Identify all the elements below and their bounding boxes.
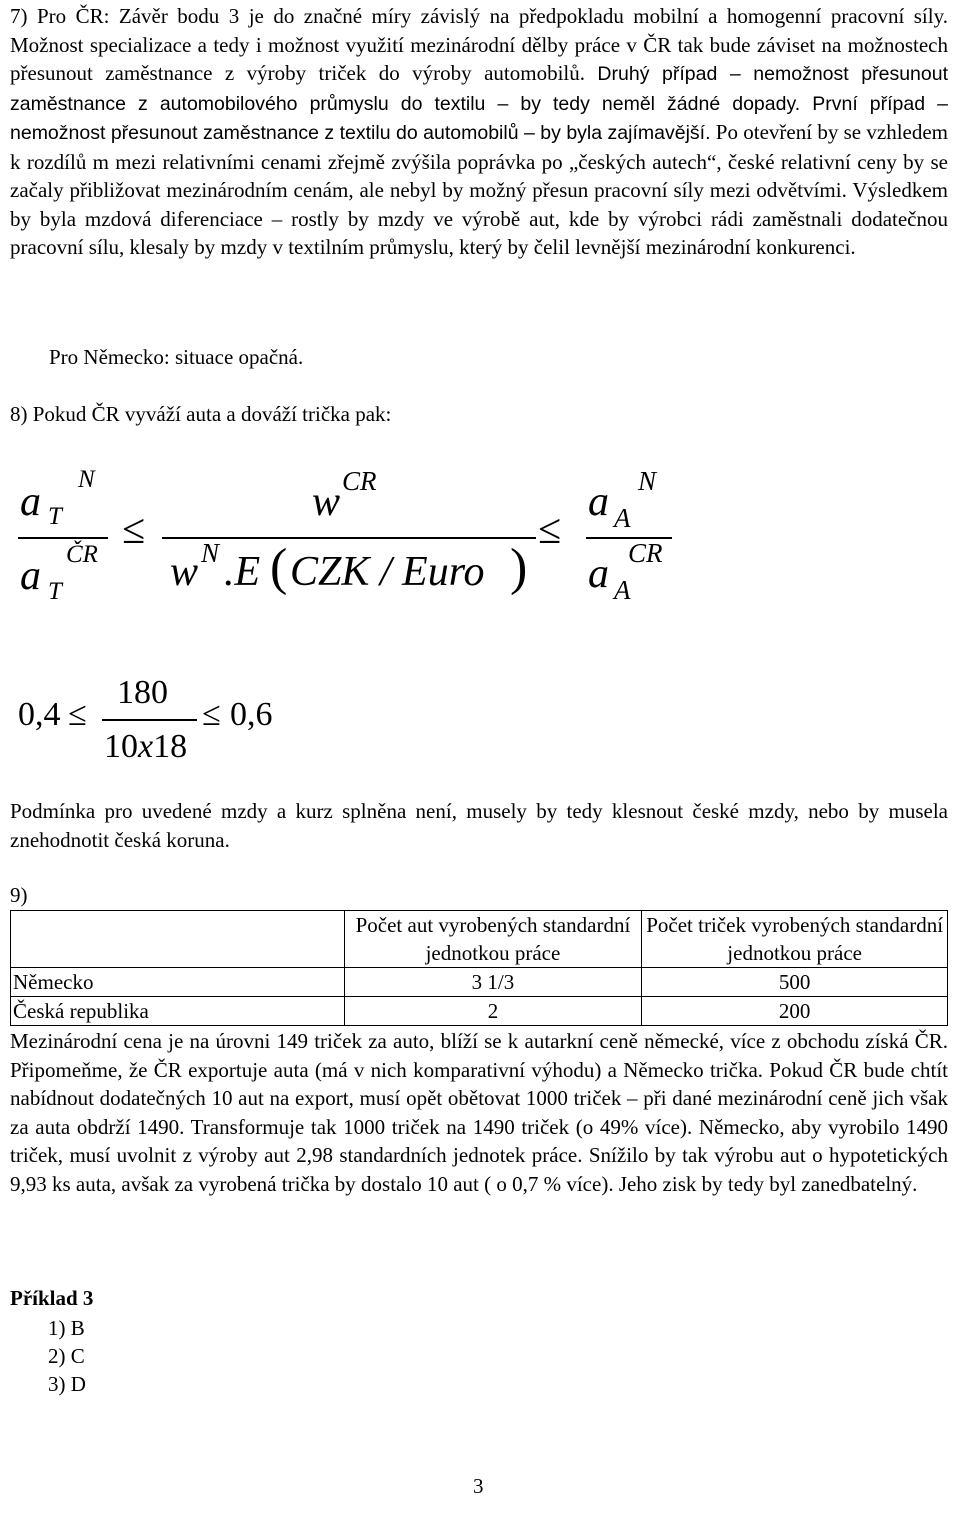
leq-sign-2: ≤: [538, 507, 562, 553]
lhs-denominator-a: a: [20, 553, 41, 599]
example-3-title: Příklad 3: [10, 1286, 94, 1310]
lhs-denominator-sub: T: [48, 578, 62, 605]
table-header-row: [11, 911, 948, 968]
comparison-table: [10, 910, 948, 1026]
section-8-conclusion: Podmínka pro uvedené mzdy a kurz splněna není, musely by tedy klesnout české mzdy, nebo by musela znehodnotit česká koruna.: [10, 799, 948, 852]
rhs-numerator-a: a: [588, 479, 609, 525]
list-item: 3) D: [48, 1372, 86, 1396]
numeric-den-part-b: 18: [153, 728, 188, 765]
section-7-text-b: Po otevření by se vzhledem k rozdílů m mezi relativními cenami zřejmě zvýšila poprávka po „českých autech“, české relativní ceny by se začaly přibližovat mezinárodním cenám, ale nebyl by možný přesun pracovní síly mezi odvětvími. Výsledkem by byla mzdová diferenciace – rostly by mzdy ve výrobě aut, kde by výrobci rádi zaměstnali dodatečnou pracovní sílu, klesaly by mzdy v textilním průmyslu, který by čelil levnější mezinárodní konkurenci.: [10, 120, 949, 259]
numeric-den-x: x: [138, 728, 154, 765]
lhs-numerator-sup: N: [78, 466, 95, 493]
mid-denominator-sup: N: [201, 538, 220, 568]
table-cell: 500: [642, 968, 948, 997]
numeric-fraction-bar: [102, 719, 197, 721]
section-9-text: Mezinárodní cena je na úrovni 149 triček za auto, blíží se k autarkní ceně německé, více z obchodu získá ČR. Připomeňme, že ČR exportuje auta (má v nich komparativní výhodu) a Německo trička. Pokud ČR bude chtít nabídnout dodatečných 10 aut na export, musí opět obětovat 1000 triček – při dané mezinárodní ceně jich však za auta obdrží 1490. Transformuje tak 1000 triček na 1490 triček (o 49% více). Německo, aby vyrobilo 1490 triček, musí uvolnit z výroby aut 2,98 standardních jednotek práce. Snížilo by tak výrobu aut o hypotetických 9,93 ks auta, avšak za vyrobená trička by dostalo 10 aut ( o 0,7 % více). Jeho zisk by tedy byl zanedbatelný.: [10, 1029, 948, 1196]
left-paren: (: [270, 539, 288, 596]
table-cell: 3 1/3: [344, 968, 642, 997]
section-9-label: 9): [10, 883, 28, 907]
lhs-numerator-sub: T: [48, 503, 62, 530]
numeric-left: 0,4: [18, 696, 61, 733]
rhs-numerator-sub: A: [614, 503, 631, 533]
table-cell: 200: [642, 997, 948, 1026]
section-7-text-sans: Druhý případ – nemožnost přesunout zaměstnance z automobilového průmyslu do textilu – by tedy neměl žádné dopady. První případ – nemožnost přesunout zaměstnance z textilu do automobilů – by byla zajímavější.: [10, 63, 949, 144]
rhs-denominator-sub: A: [614, 575, 631, 605]
mid-numerator-w: w: [312, 479, 341, 525]
rhs-denominator-a: a: [588, 551, 609, 597]
rhs-numerator-sup: N: [638, 466, 657, 496]
numeric-numerator: 180: [117, 674, 168, 711]
list-item: 1) B: [48, 1316, 85, 1340]
section-8-heading: 8) Pokud ČR vyváží auta a dováží trička pak:: [10, 402, 392, 426]
mid-denominator-e: .E: [224, 549, 261, 595]
numeric-denominator: [104, 728, 187, 766]
numeric-leq-2: ≤: [202, 696, 221, 733]
answer-list: [48, 1314, 86, 1398]
czk-euro: CZK / Euro: [290, 549, 485, 595]
lhs-numerator-a: a: [20, 479, 41, 525]
table-cell: 2: [344, 997, 642, 1026]
list-item: 2) C: [48, 1344, 85, 1368]
page-number: 3: [473, 1474, 484, 1498]
table-header-cell: Počet triček vyrobených standardní jednotkou práce: [642, 911, 948, 968]
mid-denominator-w: w: [170, 549, 199, 595]
lhs-denominator-sup: ČR: [66, 541, 98, 568]
rhs-denominator-sup: CR: [628, 538, 663, 568]
leq-sign-1: ≤: [122, 507, 146, 553]
table-row: [11, 997, 948, 1026]
table-cell: Česká republika: [11, 997, 345, 1026]
table-header-cell: [11, 911, 345, 968]
table-row: [11, 968, 948, 997]
numeric-den-part-a: 10: [104, 728, 138, 765]
lhs-fraction-bar: [18, 537, 108, 539]
germany-note: Pro Německo: situace opačná.: [49, 345, 304, 369]
section-7-paragraph: [10, 2, 948, 262]
right-paren: ): [510, 539, 528, 596]
mid-numerator-sup: CR: [342, 466, 377, 496]
numeric-right: 0,6: [230, 696, 273, 733]
section-7-text-a: 7) Pro ČR: Závěr bodu 3 je do značné míry závislý na předpokladu mobilní a homogenní pracovní síly. Možnost specializace a tedy i možnost využití mezinárodní dělby práce v ČR tak bude záviset na možnostech přesunout zaměstnance z výroby triček do výroby automobilů.: [10, 4, 948, 85]
table-cell: Německo: [11, 968, 345, 997]
numeric-leq-1: ≤: [68, 696, 87, 733]
table-header-cell: Počet aut vyrobených standardní jednotkou práce: [344, 911, 642, 968]
